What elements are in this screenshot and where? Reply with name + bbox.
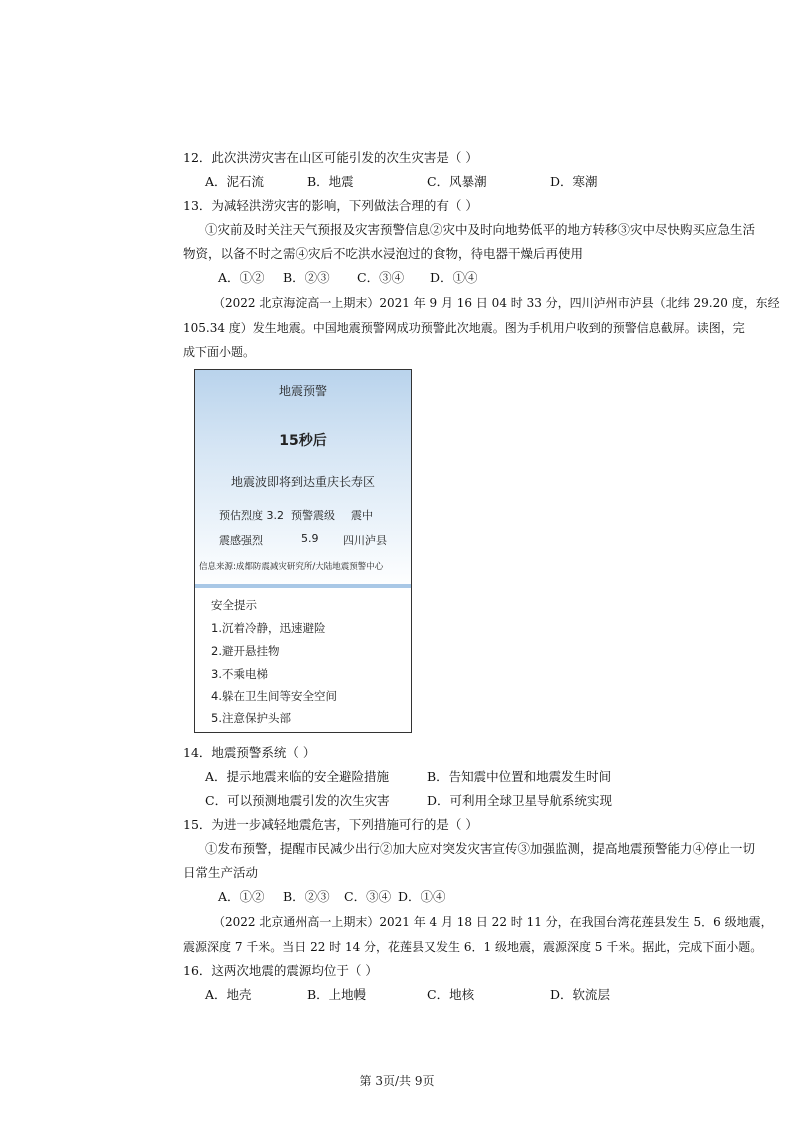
magnitude-value: 5.9: [301, 532, 319, 545]
q13-option-b: B．②③: [283, 270, 330, 285]
safety-tip-5: 5.注意保护头部: [211, 711, 291, 725]
intro-2-line2: 震源深度 7 千米。当日 22 时 14 分，花莲县又发生 6．1 级地震，震源深度 5 千米。据此，完成下面小题。: [183, 940, 763, 954]
q12-option-c: C．风暴潮: [427, 174, 487, 189]
felt-intensity-label: 震感强烈: [219, 534, 263, 547]
q16-option-a: A．地壳: [205, 987, 252, 1002]
intro-1-line1: （2022 北京海淀高一上期末）2021 年 9 月 16 日 04 时 33 分，四川泸州市泸县（北纬 29.20 度，东经: [213, 296, 780, 310]
question-12-stem: 12．此次洪涝灾害在山区可能引发的次生灾害是（ ）: [183, 150, 478, 165]
question-13-body-line2: 物资，以备不时之需④灾后不吃洪水浸泡过的食物，待电器干燥后再使用: [183, 246, 584, 261]
earthquake-warning-screenshot: [194, 369, 412, 733]
question-16-stem: 16．这两次地震的震源均位于（ ）: [183, 963, 378, 978]
safety-tip-1: 1.沉着冷静，迅速避险: [211, 621, 326, 635]
q12-option-b: B．地震: [307, 174, 354, 189]
intro-2-line1: （2022 北京通州高一上期末）2021 年 4 月 18 日 22 时 11 分，在我国台湾花莲县发生 5．6 级地震，: [213, 915, 773, 929]
q13-option-d: D．①④: [430, 270, 478, 285]
epicenter-value: 四川泸县: [343, 534, 387, 547]
warning-level-value: 震中: [351, 509, 373, 522]
countdown-text: 15秒后: [279, 433, 327, 449]
question-15-body-line2: 日常生产活动: [183, 865, 259, 880]
question-13-stem: 13．为减轻洪涝灾害的影响，下列做法合理的有（ ）: [183, 198, 478, 213]
q14-option-d: D．可利用全球卫星导航系统实现: [427, 793, 613, 808]
estimated-intensity: 预估烈度 3.2: [219, 509, 284, 522]
safety-tips-title: 安全提示: [211, 598, 257, 612]
q15-option-c: C．③④: [344, 889, 392, 904]
panel-divider: [195, 584, 411, 588]
q16-option-c: C．地核: [427, 987, 475, 1002]
warning-message: 地震波即将到达重庆长寿区: [230, 475, 375, 489]
intro-1-line2: 105.34 度）发生地震。中国地震预警网成功预警此次地震。图为手机用户收到的预警信息截屏。读图，完: [183, 321, 745, 335]
safety-tip-3: 3.不乘电梯: [211, 667, 268, 681]
q14-option-c: C．可以预测地震引发的次生灾害: [205, 793, 390, 808]
intro-1-line3: 成下面小题。: [183, 345, 256, 359]
safety-tip-4: 4.躲在卫生间等安全空间: [211, 689, 337, 703]
q13-option-a: A．①②: [218, 270, 265, 285]
question-15-body-line1: ①发布预警，提醒市民减少出行②加大应对突发灾害宣传③加强监测，提高地震预警能力④停止一切: [205, 841, 756, 856]
question-13-body-line1: ①灾前及时关注天气预报及灾害预警信息②灾中及时向地势低平的地方转移③灾中尽快购买应急生活: [205, 222, 756, 237]
safety-tip-2: 2.避开悬挂物: [211, 644, 280, 658]
info-source: 信息来源:成都防震减灾研究所/大陆地震预警中心: [199, 562, 384, 572]
q12-option-a: A．泥石流: [205, 174, 265, 189]
q16-option-d: D．软流层: [550, 987, 611, 1002]
q15-option-d: D．①④: [398, 889, 446, 904]
q13-option-c: C．③④: [357, 270, 405, 285]
q14-option-a: A．提示地震来临的安全避险措施: [205, 769, 390, 784]
q15-option-b: B．②③: [283, 889, 330, 904]
warning-level-label: 预警震级: [291, 509, 335, 522]
q15-option-a: A．①②: [218, 889, 265, 904]
page-number: 第 3页/共 9页: [359, 1074, 435, 1088]
q14-option-b: B．告知震中位置和地震发生时间: [427, 769, 612, 784]
question-15-stem: 15．为进一步减轻地震危害，下列措施可行的是（ ）: [183, 817, 478, 832]
question-14-stem: 14．地震预警系统（ ）: [183, 745, 316, 760]
warning-title: 地震预警: [278, 384, 327, 398]
q16-option-b: B．上地幔: [307, 987, 367, 1002]
q12-option-d: D．寒潮: [550, 174, 598, 189]
